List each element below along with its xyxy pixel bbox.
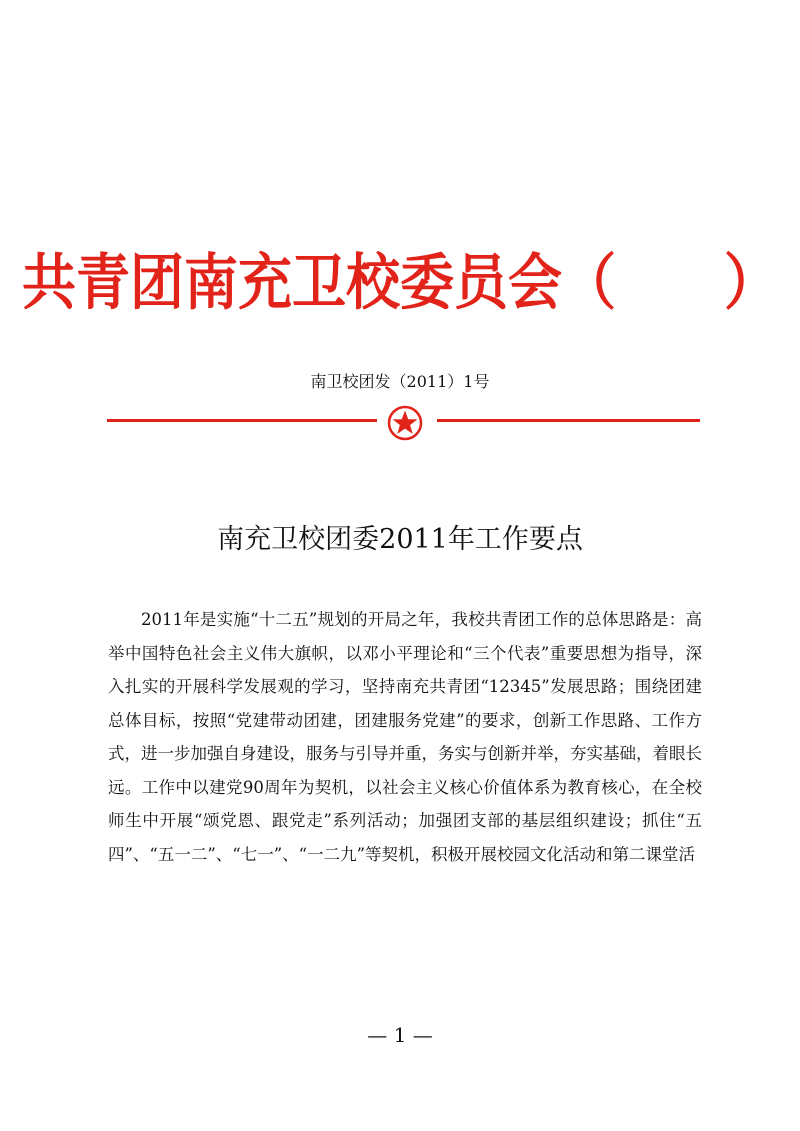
red-divider-left [107,419,377,422]
body-paragraph: 2011年是实施“十二五”规划的开局之年，我校共青团工作的总体思路是：高举中国特色社会主义伟大旗帜，以邓小平理论和“三个代表”重要思想为指导，深入扎实的开展科学发展观的学习，坚持南充共青团“12345”发展思路；围绕团建总体目标，按照“党建带动团建，团建服务党建”的要求，创新工作思路、工作方式，进一步加强自身建设，服务与引导并重，务实与创新并举，夯实基础，着眼长远。工作中以建党90周年为契机，以社会主义核心价值体系为教育核心，在全校师生中开展“颂党恩、跟党走”系列活动；加强团支部的基层组织建设；抓住“五四”、“五一二”、“七一”、“一二九”等契机，积极开展校园文化活动和第二课堂活 [108,610,702,864]
page-number: — 1 — [367,1023,433,1047]
red-star-emblem-icon [387,405,423,441]
red-divider-right [437,419,700,422]
issuing-organization-title: 共青团南充卫校委员会（ ） [22,247,778,318]
document-number: 南卫校团发（2011）1号 [310,372,490,391]
document-title: 南充卫校团委2011年工作要点 [217,524,583,555]
